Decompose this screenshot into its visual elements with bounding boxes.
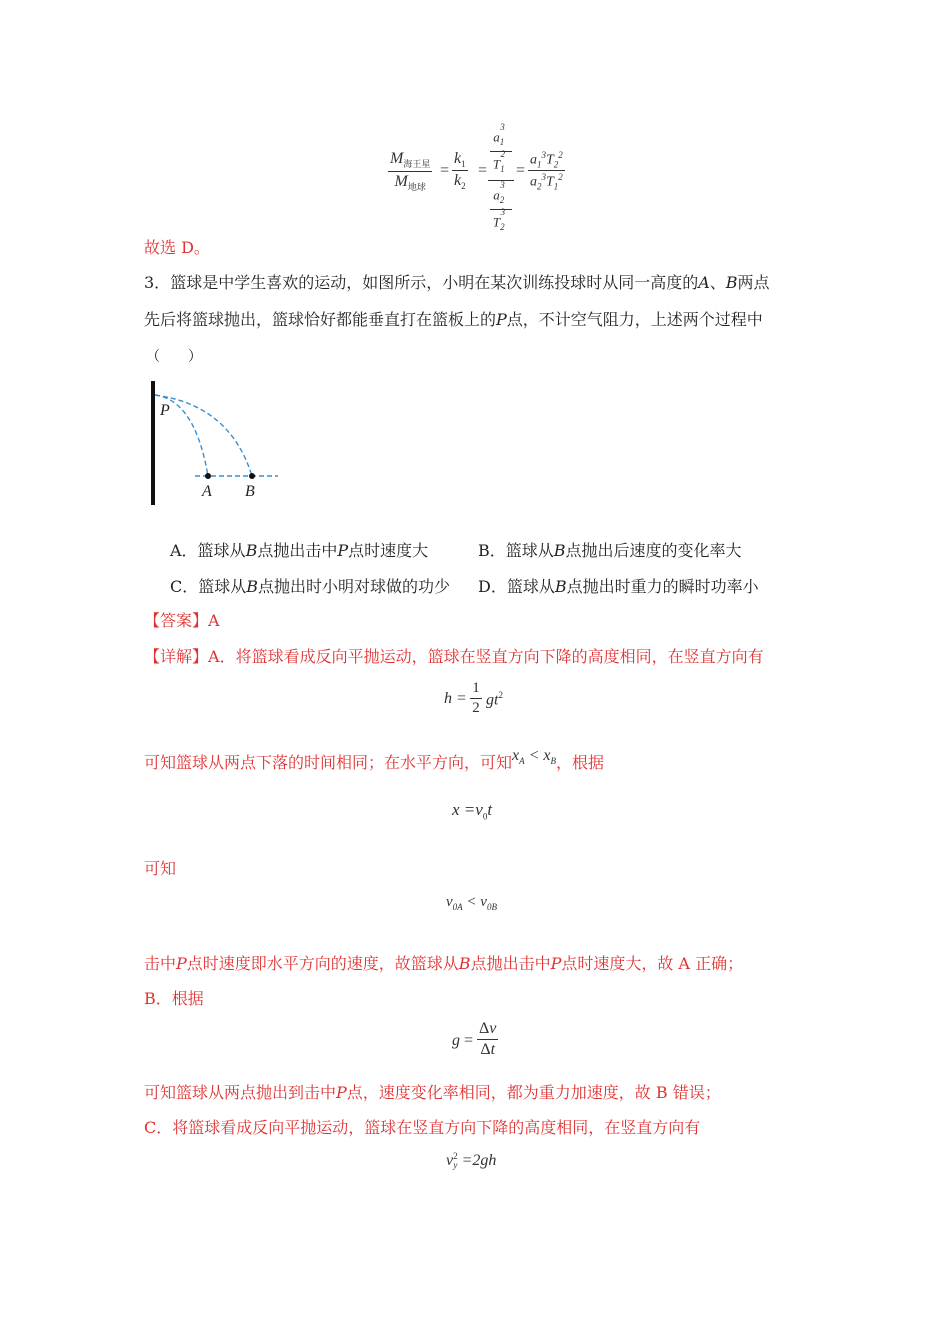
question-text-1: 篮球是中学生喜欢的运动，如图所示，小明在某次训练投球时从同一高度的 [170,273,699,292]
label-b: B [245,483,255,500]
question-line-2 [144,309,763,331]
equation-vy: v 2 y =2gh [446,1151,497,1171]
option-d-end: 点抛出时重力的瞬时功率小 [566,577,759,596]
explanation-line-7: C．将篮球看成反向平抛运动，篮球在竖直方向下降的高度相同，在竖直方向有 [144,1118,701,1137]
option-b[interactable] [478,540,742,562]
mass-denominator: M [394,173,408,191]
explanation-p6-start: 可知篮球从两点抛出到击中 [144,1083,337,1102]
explanation-p4-b: B [458,954,471,973]
kepler-compound-fraction: $a_1^3$ $T_1^2$ $a_2^3$ $T_2^3$ [490,126,512,235]
equation-v0: $v_{0A} < v_{0B}$ [446,894,497,912]
answer-line [144,610,220,632]
point-b-ref: B [725,273,738,292]
question-number: 3． [144,273,171,292]
explanation-tag: 【详解】 [144,647,209,666]
option-d-b: B [554,577,567,596]
k2-sub: 2 [461,181,466,192]
explanation-p1: A．将篮球看成反向平抛运动，篮球在竖直方向下降的高度相同，在竖直方向有 [208,647,764,666]
question-text-2: 先后将篮球抛出，篮球恰好都能垂直打在篮板上的 [144,310,497,329]
answer-value: A [208,611,220,630]
option-c-b: B [246,577,259,596]
explanation-line-2: 可知篮球从两点下落的时间相同；在水平方向，可知$x_A < x_B$，根据 [144,747,605,772]
projectile-figure [140,375,290,510]
option-d-label: D．篮球从 [478,577,555,596]
result-fraction: $a_1^3T_2^2$ $a_2^3T_1^2$ [530,150,563,192]
option-d[interactable] [478,576,759,598]
option-a-p: P [337,541,349,560]
k-ratio-fraction [452,150,468,191]
explanation-p2-start: 可知篮球从两点下落的时间相同；在水平方向，可知 [144,753,513,772]
question-text-2-end: 点，不计空气阻力，上述两个过程中 [506,310,763,329]
k2: k [454,172,462,190]
earth-subscript: 地球 [407,182,426,193]
option-a-end: 点时速度大 [348,541,429,560]
explanation-p4-start: 击中 [144,954,177,973]
explanation-line-5: B．根据 [144,989,204,1008]
k1-sub: 1 [461,159,466,170]
option-a-b: B [245,541,258,560]
option-b-label: B．篮球从 [478,541,554,560]
answer-tag: 【答案】 [144,611,209,630]
option-b-b: B [553,541,566,560]
explanation-p2-end: ，根据 [556,753,605,772]
option-c[interactable] [170,576,450,598]
explanation-line-4 [144,953,743,975]
option-c-end: 点抛出时小明对球做的功少 [258,577,451,596]
answer-parentheses: （ ） [146,349,202,365]
question-text-1-end: 两点 [737,273,770,292]
previous-conclusion: 故选 D。 [144,238,210,257]
explanation-line-6 [144,1082,721,1104]
top-formula: $M_{海王星}$ $M_{地球}$ = $k_1$ $k_2$ = $a_1^3$ $T_1^2$ $a_2^3$ $T_2^3$ = $a_1^3T_2^2$ $a_2^3T_1^2$ [388,126,588,218]
explanation-p4-mid: 点时速度即水平方向的速度，故篮球从 [186,954,459,973]
equation-x: $x =v_0t$ [452,800,493,822]
option-a-label: A．篮球从 [170,541,246,560]
option-c-label: C．篮球从 [170,577,247,596]
explanation-p6-p: P [336,1083,347,1102]
option-b-end: 点抛出后速度的变化率大 [565,541,742,560]
mass-ratio-fraction [388,150,432,193]
explanation-p4-end: 点时速度大，故 A 正确； [561,954,744,973]
explanation-p4-p2: P [550,954,562,973]
neptune-subscript: 海王星 [403,159,431,170]
explanation-p4-mid2: 点抛出击中 [470,954,551,973]
point-b-dot [249,473,255,479]
explanation-line-1 [144,646,764,668]
k1: k [454,150,462,167]
point-p-ref: P [496,310,507,329]
point-a-dot [205,473,211,479]
point-a-ref: A [698,273,710,292]
label-a: A [202,483,212,500]
explanation-line-3: 可知 [144,859,177,878]
label-p: P [160,402,170,419]
explanation-p6-end: 点，速度变化率相同，都为重力加速度，故 B 错误； [346,1083,721,1102]
explanation-p4-p1: P [176,954,187,973]
separator: 、 [709,273,726,292]
mass-numerator: M [390,150,404,167]
option-a[interactable] [170,540,428,562]
question-line-1 [144,272,770,294]
option-a-mid: 点抛出击中 [257,541,338,560]
